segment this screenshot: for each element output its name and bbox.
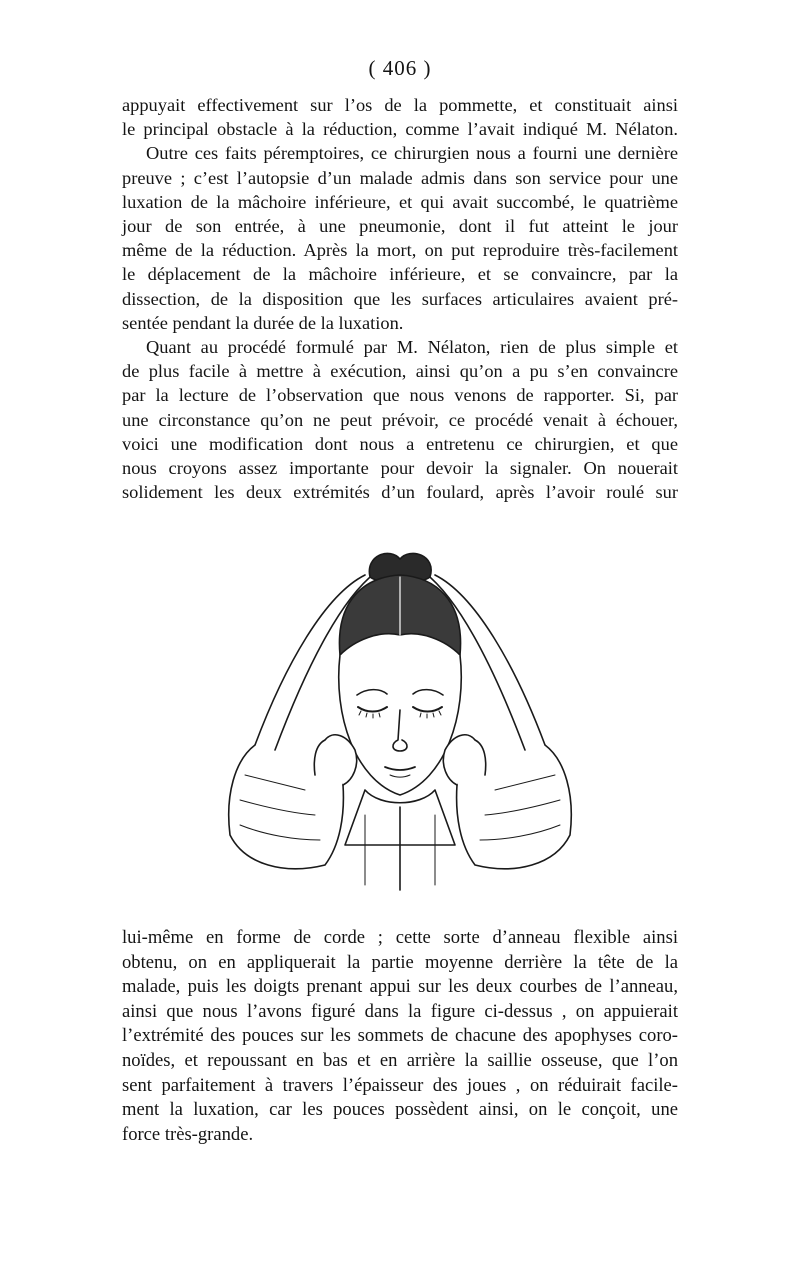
- text-line: preuve ; c’est l’autopsie d’un malade admis dans son service pour une: [122, 167, 678, 188]
- text-line: noïdes, et repoussant en bas et en arrière la saillie osseuse, que l’on: [122, 1049, 678, 1071]
- text-line: force très-grande.: [122, 1123, 254, 1145]
- text-line: par la lecture de l’observation que nous venons de rapporter. Si, par: [122, 385, 678, 406]
- text-line: Quant au procédé formulé par M. Nélaton, rien de plus simple et: [146, 337, 678, 358]
- text-line: appuyait effectivement sur l’os de la pommette, et constituait ainsi: [122, 95, 678, 115]
- text-line: une circonstance qu’on ne peut prévoir, ce procédé venait à échouer,: [122, 409, 678, 430]
- text-line: ainsi que nous l’avons figuré dans la figure ci-dessus , on appuierait: [122, 1000, 678, 1022]
- text-line: lui-même en forme de corde ; cette sorte d’anneau flexible ainsi: [122, 927, 678, 948]
- text-line: sent parfaitement à travers l’épaisseur des joues , on réduirait facile-: [122, 1074, 678, 1096]
- text-line: malade, puis les doigts prenant appui sur les deux courbes de l’anneau,: [122, 976, 678, 998]
- text-line: dissection, de la disposition que les surfaces articulaires avaient pré-: [122, 288, 678, 309]
- text-block-top: [122, 93, 678, 504]
- text-line: voici une modification dont nous a entretenu ce chirurgien, et que: [122, 433, 678, 454]
- text-line: Outre ces faits péremptoires, ce chirurgien nous a fourni une dernière: [146, 143, 678, 164]
- text-line: ment la luxation, car les pouces possèdent ainsi, on le conçoit, une: [122, 1099, 678, 1121]
- text-line: luxation de la mâchoire inférieure, et qui avait succombé, le quatrième: [122, 191, 678, 212]
- text-line: jour de son entrée, à une pneumonie, dont il fut atteint le jour: [122, 216, 678, 237]
- text-line: le principal obstacle à la réduction, comme l’avait indiqué M. Nélaton.: [122, 119, 678, 140]
- text-block-bottom: [122, 926, 678, 1147]
- text-line: le déplacement de la mâchoire inférieure, et se convaincre, par la: [122, 264, 678, 285]
- text-line: sentée pendant la durée de la luxation.: [122, 312, 404, 333]
- text-line: de plus facile à mettre à exécution, ainsi qu’on a pu s’en convaincre: [122, 361, 678, 382]
- text-line: solidement les deux extrémités d’un foulard, après l’avoir roulé sur: [122, 482, 678, 503]
- text-line: nous croyons assez importante pour devoir la signaler. On nouerait: [122, 458, 678, 479]
- engraving-figure: [215, 545, 585, 905]
- head-and-hands-illustration: [215, 545, 585, 905]
- text-line: l’extrémité des pouces sur les sommets de chacune des apophyses coro-: [122, 1025, 678, 1047]
- text-line: obtenu, on en appliquerait la partie moyenne derrière la tête de la: [122, 951, 678, 973]
- text-line: même de la réduction. Après la mort, on put reproduire très-facilement: [122, 240, 678, 261]
- page-number: ( 406 ): [368, 56, 432, 80]
